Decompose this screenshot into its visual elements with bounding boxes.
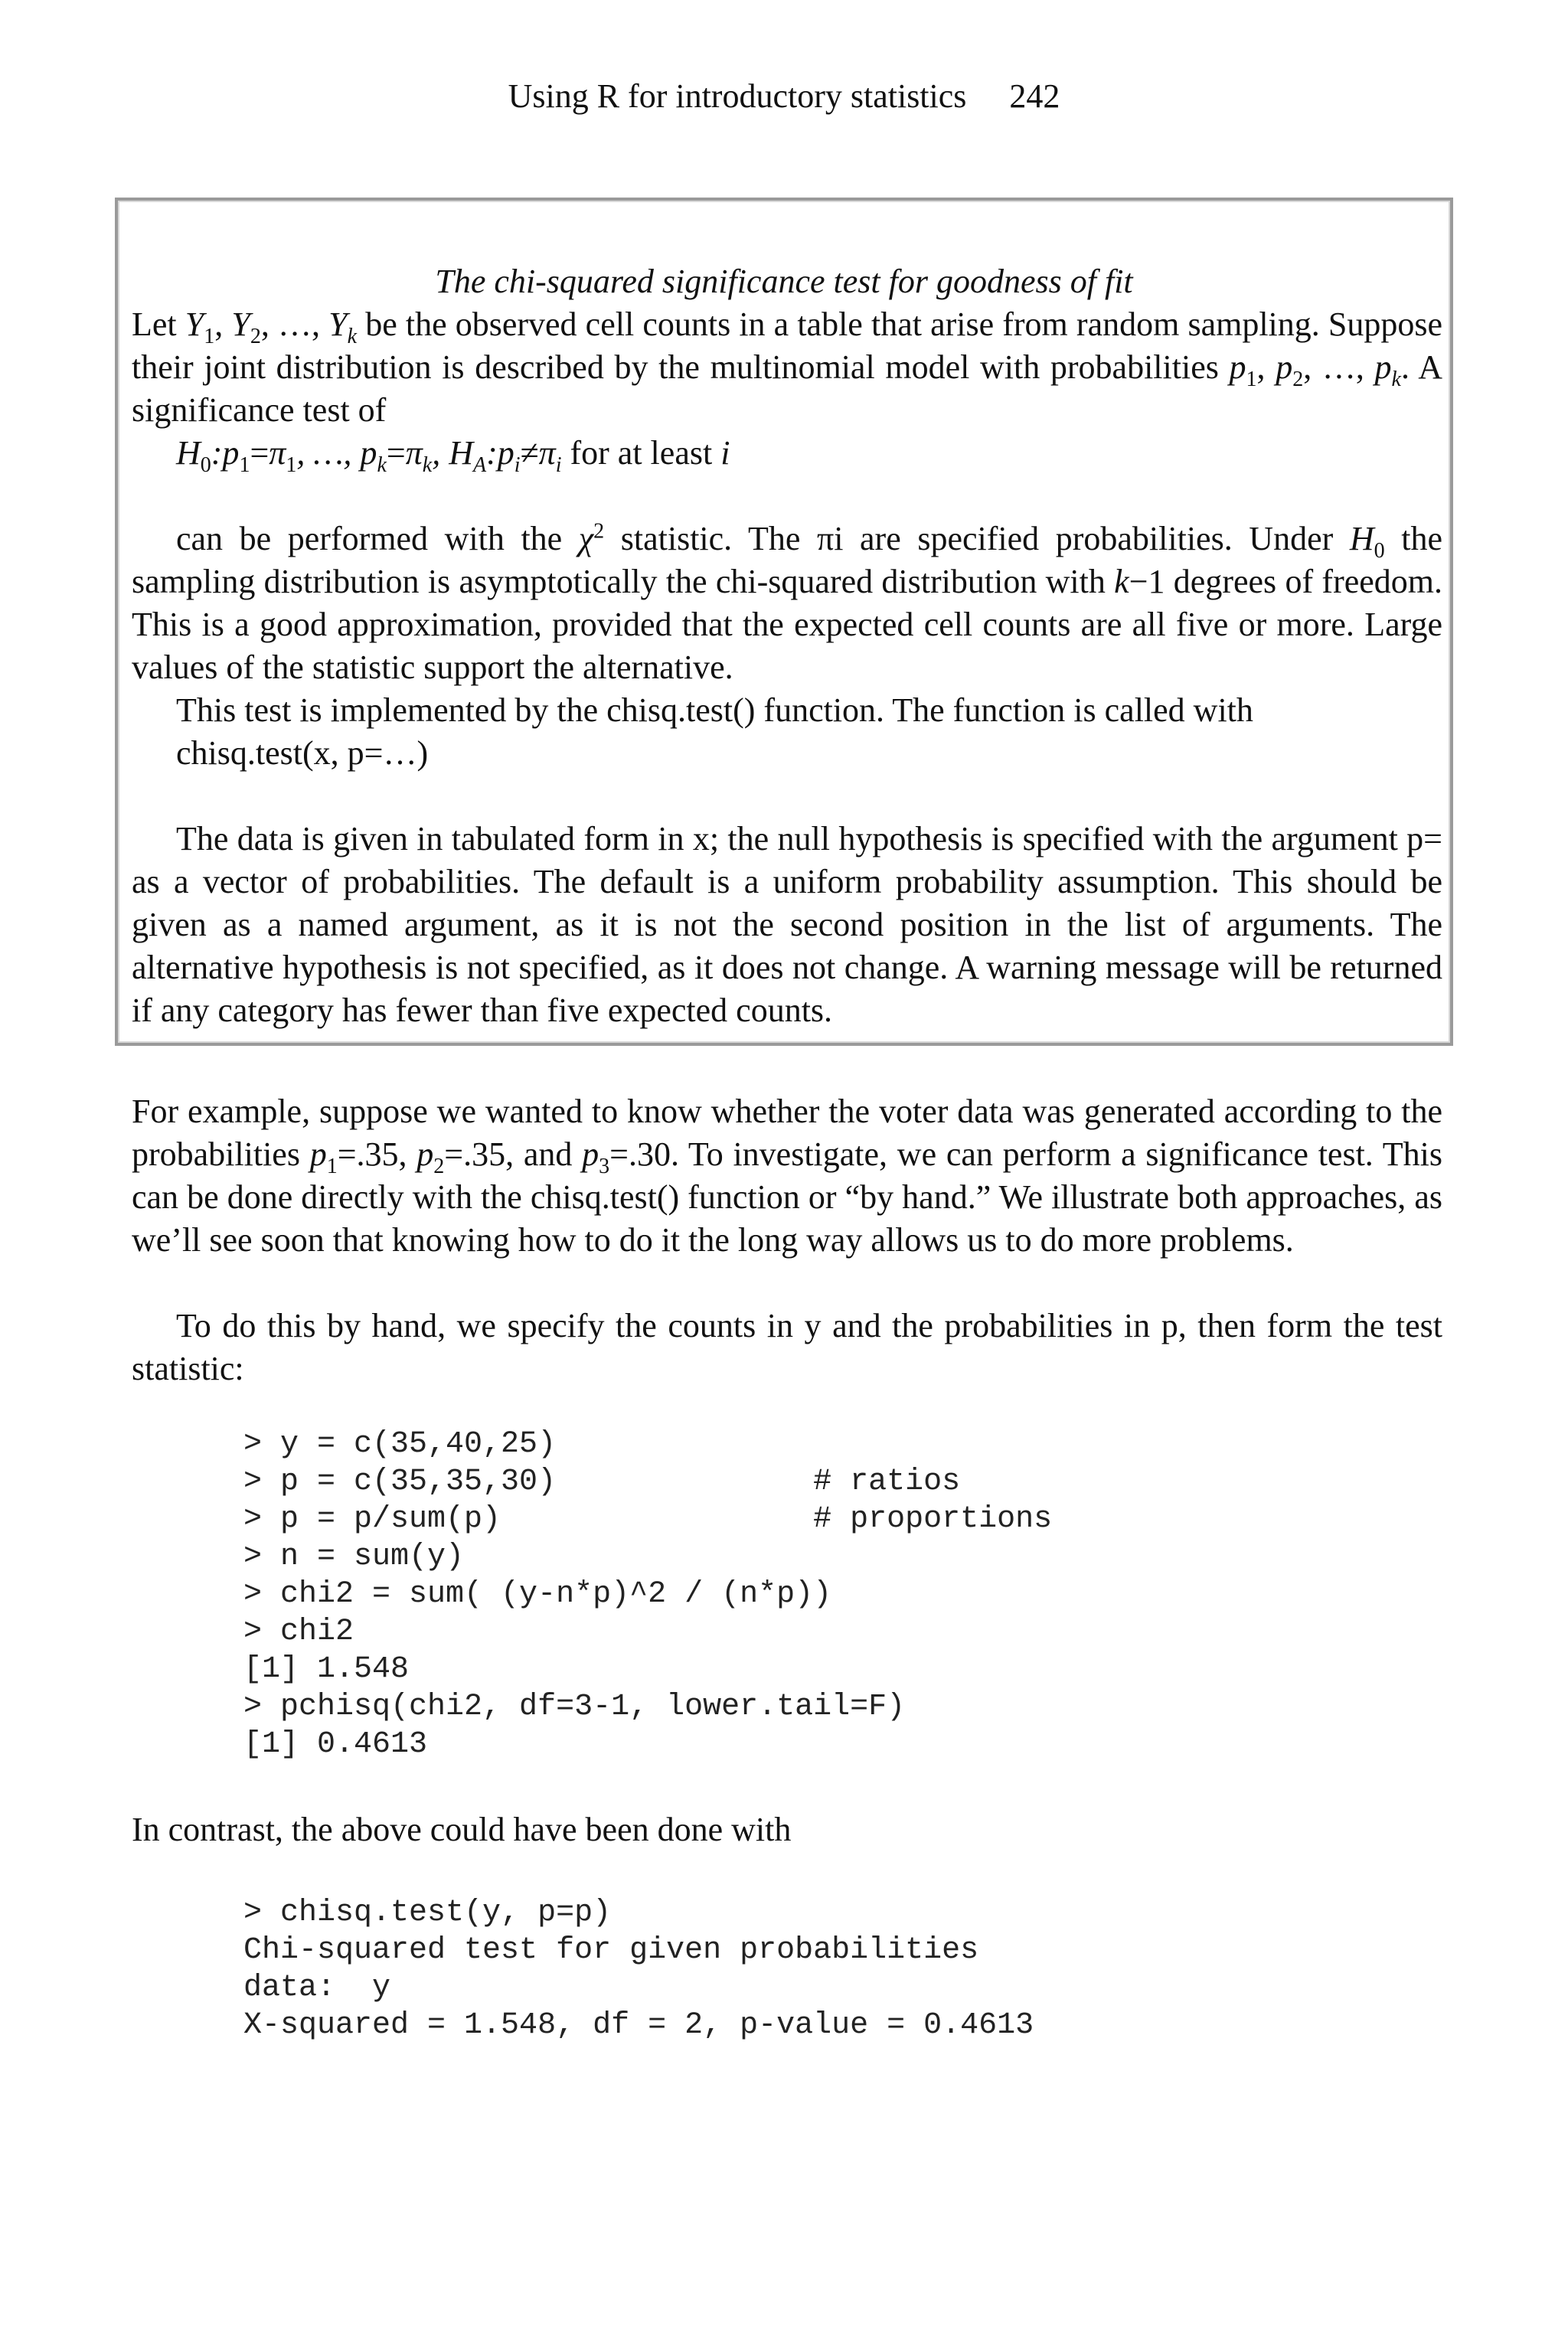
box-call-signature: chisq.test(x, p=…) — [176, 734, 429, 772]
code-block-2: > chisq.test(y, p=p) Chi-squared test for given probabilities data: y X-squared = 1.548, df = 2, p-value = 0.4613 — [243, 1896, 1034, 2043]
header-title: Using R for introductory statistics — [508, 77, 967, 115]
box-paragraph-4: The data is given in tabulated form in x; the null hypothesis is specified with the argument p= as a vector of probabilities. The default is a uniform probability assumption. This should be given as a named argument, as it is not the second position in the list of arguments. The alternative hypothesis is not specified, as it does not change. A warning message will be returned if any category has fewer than five expected counts. — [132, 820, 1442, 1029]
body-paragraph-3: In contrast, the above could have been done with — [132, 1811, 792, 1848]
running-header — [0, 74, 1568, 119]
box-title: The chi-squared significance test for goodness of fit — [435, 263, 1133, 300]
box-paragraph-2: can be performed with the $\chi^2$ statistic. The πi are specified probabilities. Under $H_0$ the sampling distribution is asymptotically the chi-squared distribution with k−1 degrees of freedom. This is a good approximation, provided that the expected cell counts are all five or more. Large values of the statistic support the alternative. — [132, 519, 1443, 686]
code-block-1: > y = c(35,40,25) > p = c(35,35,30) # ratios > p = p/sum(p) # proportions > n = sum(y) > chi2 = sum( (y-n*p)^2 / (n*p)) > chi2 [1] 1.548 > pchisq(chi2, df=3-1, lower.tail=F) [1] 0.4613 — [243, 1427, 1053, 1762]
box-paragraph-1: Let $Y_1$, $Y_2$, …, $Y_k$ be the observed cell counts in a table that arise from random sampling. Suppose their joint distribution is described by the multinomial model with probabilities $p_1$, $p_2$, …, $p_k$. A significance test of — [132, 305, 1443, 429]
box-paragraph-3: This test is implemented by the chisq.test() function. The function is called with — [176, 691, 1253, 729]
body-paragraph-1: For example, suppose we wanted to know whether the voter data was generated according to the probabilities $p_1=.35$, $p_2=.35$, and $p_3=.30$. To investigate, we can perform a significance test. This can be done directly with the chisq.test() function or “by hand.” We illustrate both approaches, as we’ll see soon that knowing how to do it the long way allows us to do more problems. — [132, 1093, 1442, 1259]
page-number: 242 — [1009, 77, 1060, 115]
body-paragraph-2: To do this by hand, we specify the counts in y and the probabilities in p, then form the test statistic: — [132, 1307, 1442, 1387]
hypothesis-line: $H_0:p_1=\pi_1$, …, $p_k=\pi_k$, $H_A:p_i\ne\pi_i$ for at least i — [176, 434, 730, 477]
